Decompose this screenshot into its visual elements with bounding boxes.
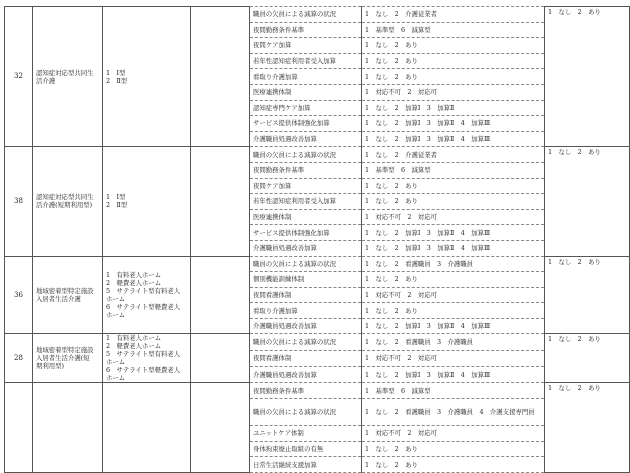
item-label: 夜間看護体制 [250,350,362,366]
service-name [33,147,103,256]
item-options: 1 なし 2 あり [362,194,545,210]
blank-cell [191,256,250,334]
item-label: 夜間勤務条件基準 [250,162,362,178]
facility-type-line: 1 Ⅰ型 [106,193,126,202]
service-form-document [4,6,629,473]
item-label: 若年性認知症利用者受入加算 [250,53,362,69]
item-label: 職員の欠員による減算の状況 [250,334,362,350]
table-row [5,334,630,350]
facility-types [103,147,191,256]
service-name [33,334,103,383]
item-label: 医療連携体制 [250,209,362,225]
facility-type-line: 5 サテライト型有料老人 [106,286,181,295]
service-name-line: 認知症対応型共同生 [36,193,94,202]
item-label: 職員の欠員による減算の状況 [250,7,362,23]
item-label: 認知症専門ケア加算 [250,100,362,116]
availability-cell: 1 なし 2 あり [545,383,630,472]
item-options: 1 なし 2 あり [362,457,545,473]
facility-type-line: 2 Ⅱ型 [106,76,128,85]
item-label: 夜間ケア加算 [250,178,362,194]
facility-type-line: ホーム [106,310,126,319]
item-options: 1 対応不可 2 対応可 [362,426,545,442]
facility-types [103,256,191,334]
service-code: 36 [5,256,33,334]
item-options: 1 基準型 6 減算型 [362,162,545,178]
item-options: 1 なし 2 あり [362,38,545,54]
blank-cell [191,147,250,256]
facility-type-line: 2 軽費老人ホーム [106,342,162,351]
item-options: 1 なし 2 看護職員 3 介護職員 4 介護支援専門員 [362,399,545,426]
item-options: 1 なし 2 介護従業者 [362,7,545,23]
availability-cell: 1 なし 2 あり [545,147,630,256]
service-code [5,383,33,472]
item-options: 1 対応不可 2 対応可 [362,209,545,225]
blank-cell [191,383,250,472]
item-options: 1 対応不可 2 対応可 [362,84,545,100]
facility-types [103,334,191,383]
item-label: 医療連携体制 [250,84,362,100]
item-label: 夜間看護体制 [250,287,362,303]
facility-type-line: ホーム [106,374,126,383]
item-options: 1 なし 2 加算Ⅰ 3 加算Ⅱ 4 加算Ⅲ [362,225,545,241]
item-label: 個別機能訓練体制 [250,272,362,288]
item-label: 介護職員処遇改善加算 [250,131,362,147]
item-label: 若年性認知症利用者受入加算 [250,194,362,210]
item-label: 夜間勤務条件基準 [250,22,362,38]
service-name-line: 期利用型) [36,362,65,371]
item-label: 看取り介護加算 [250,69,362,85]
item-options: 1 なし 2 加算Ⅰ 3 加算Ⅱ 4 加算Ⅲ [362,131,545,147]
item-label: ユニットケア体制 [250,426,362,442]
facility-type-line: ホーム [106,358,126,367]
item-options: 1 なし 2 加算Ⅰ 3 加算Ⅱ 4 加算Ⅲ [362,367,545,383]
item-label: 身体拘束廃止取組の有無 [250,441,362,457]
service-code: 28 [5,334,33,383]
item-label: 夜間勤務条件基準 [250,383,362,399]
service-code: 38 [5,147,33,256]
item-label: サービス提供体制強化加算 [250,116,362,132]
availability-cell: 1 なし 2 あり [545,334,630,383]
item-options: 1 なし 2 あり [362,69,545,85]
service-name-line: 活介護(短期利用型) [36,201,93,210]
facility-type-line: 6 サテライト型軽費老人 [106,302,181,311]
item-options: 1 なし 2 看護職員 3 介護職員 [362,256,545,272]
item-options: 1 なし 2 加算Ⅰ 3 加算Ⅱ [362,100,545,116]
item-options: 1 なし 2 介護従業者 [362,147,545,163]
service-name [33,383,103,472]
item-options: 1 対応不可 2 対応可 [362,350,545,366]
item-options: 1 なし 2 看護職員 3 介護職員 [362,334,545,350]
item-label: 職員の欠員による減算の状況 [250,399,362,426]
blank-cell [191,334,250,383]
facility-type-line: 6 サテライト型軽費老人 [106,366,181,375]
item-options: 1 なし 2 あり [362,303,545,319]
item-options: 1 基準型 6 減算型 [362,383,545,399]
service-name-line: 入居者生活介護 [36,294,81,303]
table-row [5,256,630,272]
facility-type-line: 1 有料老人ホーム [106,334,162,343]
item-label: 介護職員処遇改善加算 [250,318,362,334]
availability-cell: 1 なし 2 あり [545,256,630,334]
item-label: 看取り介護加算 [250,303,362,319]
facility-types [103,7,191,147]
facility-types [103,383,191,472]
service-name-line: 地域密着型特定施設 [36,346,94,355]
table-row [5,7,630,23]
facility-type-line: ホーム [106,294,126,303]
item-label: 日常生活継続支援加算 [250,457,362,473]
item-options: 1 基準型 6 減算型 [362,22,545,38]
item-label: 職員の欠員による減算の状況 [250,256,362,272]
item-options: 1 なし 2 あり [362,441,545,457]
item-options: 1 なし 2 あり [362,178,545,194]
item-label: 介護職員処遇改善加算 [250,240,362,256]
item-options: 1 なし 2 あり [362,272,545,288]
item-label: 介護職員処遇改善加算 [250,367,362,383]
availability-cell: 1 なし 2 あり [545,7,630,147]
item-options: 1 対応不可 2 対応可 [362,287,545,303]
table-row [5,147,630,163]
service-code: 32 [5,7,33,147]
facility-type-line: 2 Ⅱ型 [106,201,128,210]
service-table-body [5,7,630,473]
facility-type-line: 1 有料老人ホーム [106,270,162,279]
item-options: 1 なし 2 加算Ⅰ 3 加算Ⅱ 4 加算Ⅲ [362,240,545,256]
item-label: サービス提供体制強化加算 [250,225,362,241]
table-row [5,383,630,399]
blank-cell [191,7,250,147]
facility-type-line: 2 軽費老人ホーム [106,278,162,287]
item-options: 1 なし 2 加算Ⅰ 3 加算Ⅱ 4 加算Ⅲ [362,318,545,334]
service-name-line: 地域密着型特定施設 [36,286,94,295]
facility-type-line: 1 Ⅰ型 [106,68,126,77]
service-name-line: 入居者生活介護(短 [36,354,90,363]
facility-type-line: 5 サテライト型有料老人 [106,350,181,359]
item-label: 夜間ケア加算 [250,38,362,54]
item-label: 職員の欠員による減算の状況 [250,147,362,163]
service-name-line: 活介護 [36,76,56,85]
service-name [33,7,103,147]
service-table [4,6,630,473]
item-options: 1 なし 2 加算Ⅰ 3 加算Ⅱ 4 加算Ⅲ [362,116,545,132]
service-name-line: 認知症対応型共同生 [36,68,94,77]
item-options: 1 なし 2 あり [362,53,545,69]
service-name [33,256,103,334]
